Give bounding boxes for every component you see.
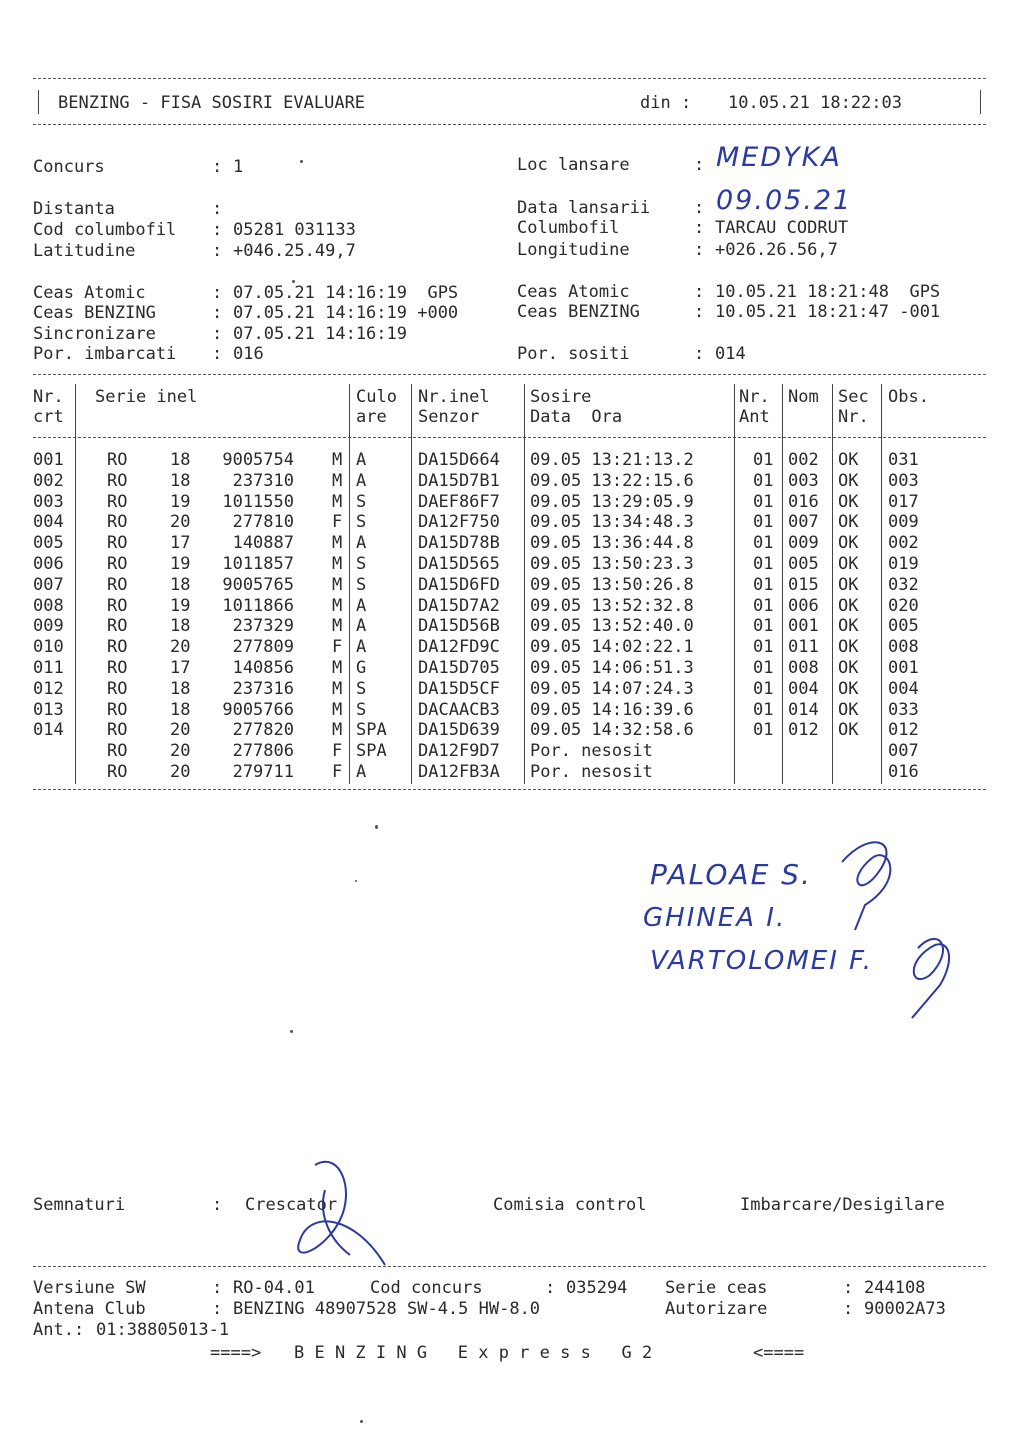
- cell-nr: 002: [33, 470, 64, 491]
- cell-senzor: DA15D639: [418, 720, 500, 741]
- header-culoare-2: are: [356, 407, 387, 427]
- banner-right-arrow: <====: [753, 1343, 805, 1363]
- cod-columbofil-label: Cod columbofil: [33, 220, 177, 240]
- cell-an: 18: [170, 678, 191, 699]
- cell-sec: OK: [838, 574, 859, 595]
- cell-an: 18: [170, 574, 191, 595]
- cell-ant: 01: [753, 720, 774, 741]
- cell-obs: 012: [888, 720, 919, 741]
- cell-sec: OK: [838, 678, 859, 699]
- cell-culoare: A: [356, 470, 367, 491]
- cell-sec: OK: [838, 470, 859, 491]
- cell-an: 17: [170, 658, 191, 678]
- sincronizare-colon: :: [212, 324, 223, 344]
- header-ant-2: Ant: [739, 407, 770, 427]
- cell-sosire: 09.05 14:16:39.6: [530, 699, 694, 720]
- cell-culoare: A: [356, 595, 367, 616]
- header-nr: Nr.: [33, 387, 64, 407]
- autorizare-value: 90002A73: [864, 1299, 946, 1319]
- cell-sosire: 09.05 13:21:13.2: [530, 450, 694, 470]
- cell-sec: OK: [838, 637, 859, 658]
- cell-sec: OK: [838, 491, 859, 512]
- serie-ceas-label: Serie ceas: [665, 1278, 768, 1298]
- cod-columbofil-value: 05281 031133: [233, 220, 356, 240]
- cell-culoare: S: [356, 574, 367, 595]
- cell-ant: 01: [753, 554, 774, 574]
- ceas-atomic-right-label: Ceas Atomic: [517, 282, 630, 302]
- cell-senzor: DA12FB3A: [418, 762, 500, 782]
- semnaturi-label: Semnaturi: [33, 1195, 126, 1215]
- cell-tara: RO: [107, 595, 128, 616]
- loc-lansare-value: MEDYKA: [716, 142, 842, 173]
- cell-an: 20: [170, 762, 191, 782]
- cell-an: 20: [170, 637, 191, 658]
- cell-an: 18: [170, 470, 191, 491]
- cell-obs: 008: [888, 637, 919, 658]
- cell-sex: F: [332, 762, 343, 782]
- cell-ant: 01: [753, 678, 774, 699]
- cell-senzor: DA15D565: [418, 554, 500, 574]
- cell-nom: 016: [788, 491, 819, 512]
- cell-nom: 003: [788, 470, 819, 491]
- columbofil-colon: :: [694, 218, 705, 238]
- cell-nr: 003: [33, 491, 64, 512]
- banner-left-arrow: ====>: [210, 1343, 262, 1363]
- por-sositi-colon: :: [694, 344, 705, 364]
- loc-lansare-label: Loc lansare: [517, 155, 630, 175]
- cell-inel: 237329: [232, 616, 294, 637]
- sincronizare-label: Sincronizare: [33, 324, 156, 344]
- cell-inel: 279711: [232, 762, 294, 782]
- cell-sex: F: [332, 741, 343, 762]
- cell-tara: RO: [107, 762, 128, 782]
- cell-nr: 012: [33, 678, 64, 699]
- handwritten-name-1: PALOAE S.: [650, 858, 812, 891]
- cell-nom: 004: [788, 678, 819, 699]
- cod-columbofil-colon: :: [212, 220, 223, 240]
- columbofil-label: Columbofil: [517, 218, 620, 238]
- cell-sex: M: [332, 616, 343, 637]
- cell-sex: M: [332, 720, 343, 741]
- ceas-atomic-label: Ceas Atomic: [33, 283, 146, 303]
- cell-an: 20: [170, 512, 191, 533]
- header-serie-inel: Serie inel: [95, 387, 198, 407]
- footer-divider: [33, 1266, 986, 1267]
- cell-senzor: DACAACB3: [418, 699, 500, 720]
- cell-ant: 01: [753, 491, 774, 512]
- cell-obs: 032: [888, 574, 919, 595]
- cell-senzor: DA15D78B: [418, 533, 500, 554]
- cell-tara: RO: [107, 678, 128, 699]
- cell-nom: 009: [788, 533, 819, 554]
- cell-senzor: DA15D7B1: [418, 470, 500, 491]
- cell-sec: OK: [838, 699, 859, 720]
- ceas-benzing-label: Ceas BENZING: [33, 303, 156, 323]
- latitudine-colon: :: [212, 241, 223, 261]
- cell-sex: M: [332, 491, 343, 512]
- cell-tara: RO: [107, 637, 128, 658]
- cell-senzor: DA15D5CF: [418, 678, 500, 699]
- cell-ant: 01: [753, 450, 774, 470]
- cell-culoare: SPA: [356, 720, 387, 741]
- cell-obs: 001: [888, 658, 919, 678]
- cell-sec: OK: [838, 616, 859, 637]
- cell-sec: OK: [838, 658, 859, 678]
- cell-tara: RO: [107, 533, 128, 554]
- cell-sec: OK: [838, 720, 859, 741]
- cell-senzor: DA15D56B: [418, 616, 500, 637]
- data-lansarii-value: 09.05.21: [716, 185, 853, 216]
- cell-obs: 020: [888, 595, 919, 616]
- cell-sex: M: [332, 658, 343, 678]
- cell-tara: RO: [107, 574, 128, 595]
- cell-culoare: A: [356, 762, 367, 782]
- distanta-colon: :: [212, 199, 223, 219]
- cell-ant: 01: [753, 512, 774, 533]
- cell-tara: RO: [107, 491, 128, 512]
- cell-sec: OK: [838, 533, 859, 554]
- cell-inel: 140856: [232, 658, 294, 678]
- cell-inel: 237316: [232, 678, 294, 699]
- cell-senzor: DA15D7A2: [418, 595, 500, 616]
- cell-obs: 004: [888, 678, 919, 699]
- cell-sex: M: [332, 595, 343, 616]
- cell-sex: M: [332, 470, 343, 491]
- signature-2: [912, 939, 949, 1018]
- cell-nr: 009: [33, 616, 64, 637]
- ant-value: 01:38805013-1: [96, 1320, 230, 1340]
- cell-an: 18: [170, 699, 191, 720]
- sincronizare-value: 07.05.21 14:16:19: [233, 324, 407, 344]
- cell-obs: 017: [888, 491, 919, 512]
- handwritten-name-3: VARTOLOMEI F.: [650, 946, 874, 976]
- cell-an: 18: [170, 616, 191, 637]
- cell-nom: 007: [788, 512, 819, 533]
- ceas-benzing-right-label: Ceas BENZING: [517, 302, 640, 322]
- cell-sosire: 09.05 13:52:40.0: [530, 616, 694, 637]
- cell-sosire: 09.05 13:50:26.8: [530, 574, 694, 595]
- cell-obs: 019: [888, 554, 919, 574]
- cell-nr: 013: [33, 699, 64, 720]
- cell-an: 18: [170, 450, 191, 470]
- cell-inel: 1011857: [222, 554, 294, 574]
- cell-ant: 01: [753, 616, 774, 637]
- cell-nr: 014: [33, 720, 64, 741]
- cell-ant: 01: [753, 574, 774, 595]
- cell-ant: 01: [753, 699, 774, 720]
- semnaturi-colon: :: [212, 1195, 223, 1215]
- serie-ceas-colon: :: [843, 1278, 854, 1298]
- cell-senzor: DA12F9D7: [418, 741, 500, 762]
- cell-nr: 001: [33, 450, 64, 470]
- ceas-atomic-colon: :: [212, 283, 223, 303]
- cell-obs: 002: [888, 533, 919, 554]
- ceas-benzing-right-colon: :: [694, 302, 705, 322]
- por-sositi-label: Por. sositi: [517, 344, 630, 364]
- signature-1: [842, 842, 890, 930]
- header-sosire-1: Sosire: [530, 387, 592, 407]
- scan-speck: [375, 825, 378, 829]
- cod-concurs-value: 035294: [566, 1278, 628, 1298]
- por-sositi-value: 014: [715, 344, 746, 364]
- antena-colon: :: [212, 1299, 223, 1319]
- header-sec-1: Sec: [838, 387, 869, 407]
- cell-sosire: 09.05 13:34:48.3: [530, 512, 694, 533]
- cell-tara: RO: [107, 512, 128, 533]
- cell-tara: RO: [107, 741, 128, 762]
- data-lansarii-colon: :: [694, 198, 705, 218]
- cell-obs: 031: [888, 450, 919, 470]
- cell-nom: 005: [788, 554, 819, 574]
- scan-speck: [290, 1030, 293, 1033]
- cell-inel: 237310: [232, 470, 294, 491]
- cell-obs: 033: [888, 699, 919, 720]
- cell-nom: 012: [788, 720, 819, 741]
- cell-sosire: 09.05 14:02:22.1: [530, 637, 694, 658]
- cell-sosire: 09.05 14:32:58.6: [530, 720, 694, 741]
- handwritten-name-2: GHINEA I.: [643, 903, 787, 933]
- cell-ant: 01: [753, 658, 774, 678]
- concurs-colon: :: [212, 157, 223, 177]
- cell-sex: M: [332, 450, 343, 470]
- header-ant-1: Nr.: [739, 387, 770, 407]
- cell-senzor: DA15D6FD: [418, 574, 500, 595]
- cell-tara: RO: [107, 658, 128, 678]
- cell-ant: 01: [753, 637, 774, 658]
- cell-an: 20: [170, 720, 191, 741]
- longitudine-colon: :: [694, 240, 705, 260]
- cell-tara: RO: [107, 450, 128, 470]
- cell-sex: M: [332, 678, 343, 699]
- cell-inel: 277806: [232, 741, 294, 762]
- din-value: 10.05.21 18:22:03: [728, 93, 902, 113]
- cod-concurs-colon: :: [545, 1278, 556, 1298]
- cell-an: 20: [170, 741, 191, 762]
- latitudine-value: +046.25.49,7: [233, 241, 356, 261]
- cell-obs: 003: [888, 470, 919, 491]
- por-imbarcati-value: 016: [233, 344, 264, 364]
- ceas-atomic-right-colon: :: [694, 282, 705, 302]
- scan-speck: [300, 160, 303, 163]
- versiune-label: Versiune SW: [33, 1278, 146, 1298]
- cell-sec: OK: [838, 554, 859, 574]
- cell-an: 17: [170, 533, 191, 554]
- cell-an: 19: [170, 554, 191, 574]
- header-culoare-1: Culo: [356, 387, 397, 407]
- cell-inel: 277810: [232, 512, 294, 533]
- cell-inel: 277820: [232, 720, 294, 741]
- cell-nr: 008: [33, 595, 64, 616]
- cell-sosire: 09.05 13:50:23.3: [530, 554, 694, 574]
- latitudine-label: Latitudine: [33, 241, 136, 261]
- cell-sex: F: [332, 637, 343, 658]
- ceas-benzing-value: 07.05.21 14:16:19 +000: [233, 303, 459, 323]
- autorizare-label: Autorizare: [665, 1299, 768, 1319]
- cell-obs: 016: [888, 762, 919, 782]
- cell-tara: RO: [107, 616, 128, 637]
- cell-nom: 014: [788, 699, 819, 720]
- comisia-control-label: Comisia control: [493, 1195, 647, 1215]
- cell-sex: M: [332, 533, 343, 554]
- concurs-value: 1: [233, 157, 244, 177]
- banner-text: B E N Z I N G E x p r e s s G 2: [294, 1343, 653, 1363]
- header-sosire-2: Data Ora: [530, 407, 623, 427]
- versiune-value: RO-04.01: [233, 1278, 315, 1298]
- cell-nom: 008: [788, 658, 819, 678]
- cell-nr: 006: [33, 554, 64, 574]
- cell-culoare: G: [356, 658, 367, 678]
- cell-senzor: DA12FD9C: [418, 637, 500, 658]
- cell-sosire: 09.05 13:36:44.8: [530, 533, 694, 554]
- por-imbarcati-label: Por. imbarcati: [33, 344, 177, 364]
- cell-sex: M: [332, 554, 343, 574]
- ceas-benzing-colon: :: [212, 303, 223, 323]
- cell-culoare: S: [356, 678, 367, 699]
- cell-inel: 1011866: [222, 595, 294, 616]
- cell-culoare: SPA: [356, 741, 387, 762]
- cell-inel: 9005766: [222, 699, 294, 720]
- page-title: BENZING - FISA SOSIRI EVALUARE: [58, 93, 366, 113]
- imbarcare-label: Imbarcare/Desigilare: [740, 1195, 945, 1215]
- por-imbarcati-colon: :: [212, 344, 223, 364]
- crescator-label: Crescator: [245, 1195, 338, 1215]
- data-lansarii-label: Data lansarii: [517, 198, 651, 218]
- cod-concurs-label: Cod concurs: [370, 1278, 483, 1298]
- cell-inel: 277809: [232, 637, 294, 658]
- versiune-colon: :: [212, 1278, 223, 1298]
- antena-value: BENZING 48907528 SW-4.5 HW-8.0: [233, 1299, 541, 1319]
- cell-culoare: S: [356, 699, 367, 720]
- cell-obs: 007: [888, 741, 919, 762]
- scan-speck: [355, 880, 357, 882]
- cell-sex: F: [332, 512, 343, 533]
- ceas-atomic-right-value: 10.05.21 18:21:48 GPS: [715, 282, 941, 302]
- cell-an: 19: [170, 491, 191, 512]
- cell-culoare: A: [356, 533, 367, 554]
- cell-sec: OK: [838, 450, 859, 470]
- cell-sosire: 09.05 13:52:32.8: [530, 595, 694, 616]
- header-nrinel-1: Nr.inel: [418, 387, 490, 407]
- cell-sosire: 09.05 14:07:24.3: [530, 678, 694, 699]
- header-nrinel-2: Senzor: [418, 407, 480, 427]
- header-crt: crt: [33, 407, 64, 427]
- cell-ant: 01: [753, 533, 774, 554]
- cell-inel: 1011550: [222, 491, 294, 512]
- header-sec-2: Nr.: [838, 407, 869, 427]
- cell-sosire: 09.05 14:06:51.3: [530, 658, 694, 678]
- ant-label: Ant.:: [33, 1320, 85, 1340]
- cell-inel: 9005765: [222, 574, 294, 595]
- concurs-label: Concurs: [33, 157, 105, 177]
- din-label: din :: [640, 93, 692, 113]
- cell-nr: 004: [33, 512, 64, 533]
- cell-sec: OK: [838, 512, 859, 533]
- longitudine-label: Longitudine: [517, 240, 630, 260]
- cell-culoare: A: [356, 616, 367, 637]
- columbofil-value: TARCAU CODRUT: [715, 218, 849, 238]
- cell-tara: RO: [107, 554, 128, 574]
- longitudine-value: +026.26.56,7: [715, 240, 838, 260]
- cell-nom: 015: [788, 574, 819, 595]
- cell-nr: 007: [33, 574, 64, 595]
- cell-senzor: DA15D664: [418, 450, 500, 470]
- cell-ant: 01: [753, 470, 774, 491]
- cell-ant: 01: [753, 595, 774, 616]
- cell-nr: 010: [33, 637, 64, 658]
- scan-speck: [360, 1420, 363, 1423]
- loc-lansare-colon: :: [694, 155, 705, 175]
- cell-culoare: S: [356, 512, 367, 533]
- cell-nom: 006: [788, 595, 819, 616]
- cell-nom: 002: [788, 450, 819, 470]
- cell-nr: 005: [33, 533, 64, 554]
- cell-nr: 011: [33, 658, 64, 678]
- cell-inel: 9005754: [222, 450, 294, 470]
- cell-nom: 011: [788, 637, 819, 658]
- cell-obs: 009: [888, 512, 919, 533]
- cell-culoare: A: [356, 637, 367, 658]
- serie-ceas-value: 244108: [864, 1278, 926, 1298]
- cell-culoare: S: [356, 491, 367, 512]
- autorizare-colon: :: [843, 1299, 854, 1319]
- cell-nom: 001: [788, 616, 819, 637]
- cell-senzor: DAEF86F7: [418, 491, 500, 512]
- ceas-atomic-value: 07.05.21 14:16:19 GPS: [233, 283, 459, 303]
- cell-culoare: S: [356, 554, 367, 574]
- cell-sex: M: [332, 574, 343, 595]
- scan-speck: [292, 280, 295, 283]
- header-nom: Nom: [788, 387, 819, 407]
- header-obs: Obs.: [888, 387, 929, 407]
- cell-sosire: Por. nesosit: [530, 741, 653, 762]
- cell-sosire: Por. nesosit: [530, 762, 653, 782]
- cell-sosire: 09.05 13:22:15.6: [530, 470, 694, 491]
- ceas-benzing-right-value: 10.05.21 18:21:47 -001: [715, 302, 941, 322]
- cell-senzor: DA15D705: [418, 658, 500, 678]
- cell-tara: RO: [107, 720, 128, 741]
- cell-tara: RO: [107, 699, 128, 720]
- cell-culoare: A: [356, 450, 367, 470]
- cell-senzor: DA12F750: [418, 512, 500, 533]
- cell-an: 19: [170, 595, 191, 616]
- antena-label: Antena Club: [33, 1299, 146, 1319]
- cell-sec: OK: [838, 595, 859, 616]
- cell-obs: 005: [888, 616, 919, 637]
- cell-sex: M: [332, 699, 343, 720]
- distanta-label: Distanta: [33, 199, 115, 219]
- cell-sosire: 09.05 13:29:05.9: [530, 491, 694, 512]
- cell-tara: RO: [107, 470, 128, 491]
- cell-inel: 140887: [232, 533, 294, 554]
